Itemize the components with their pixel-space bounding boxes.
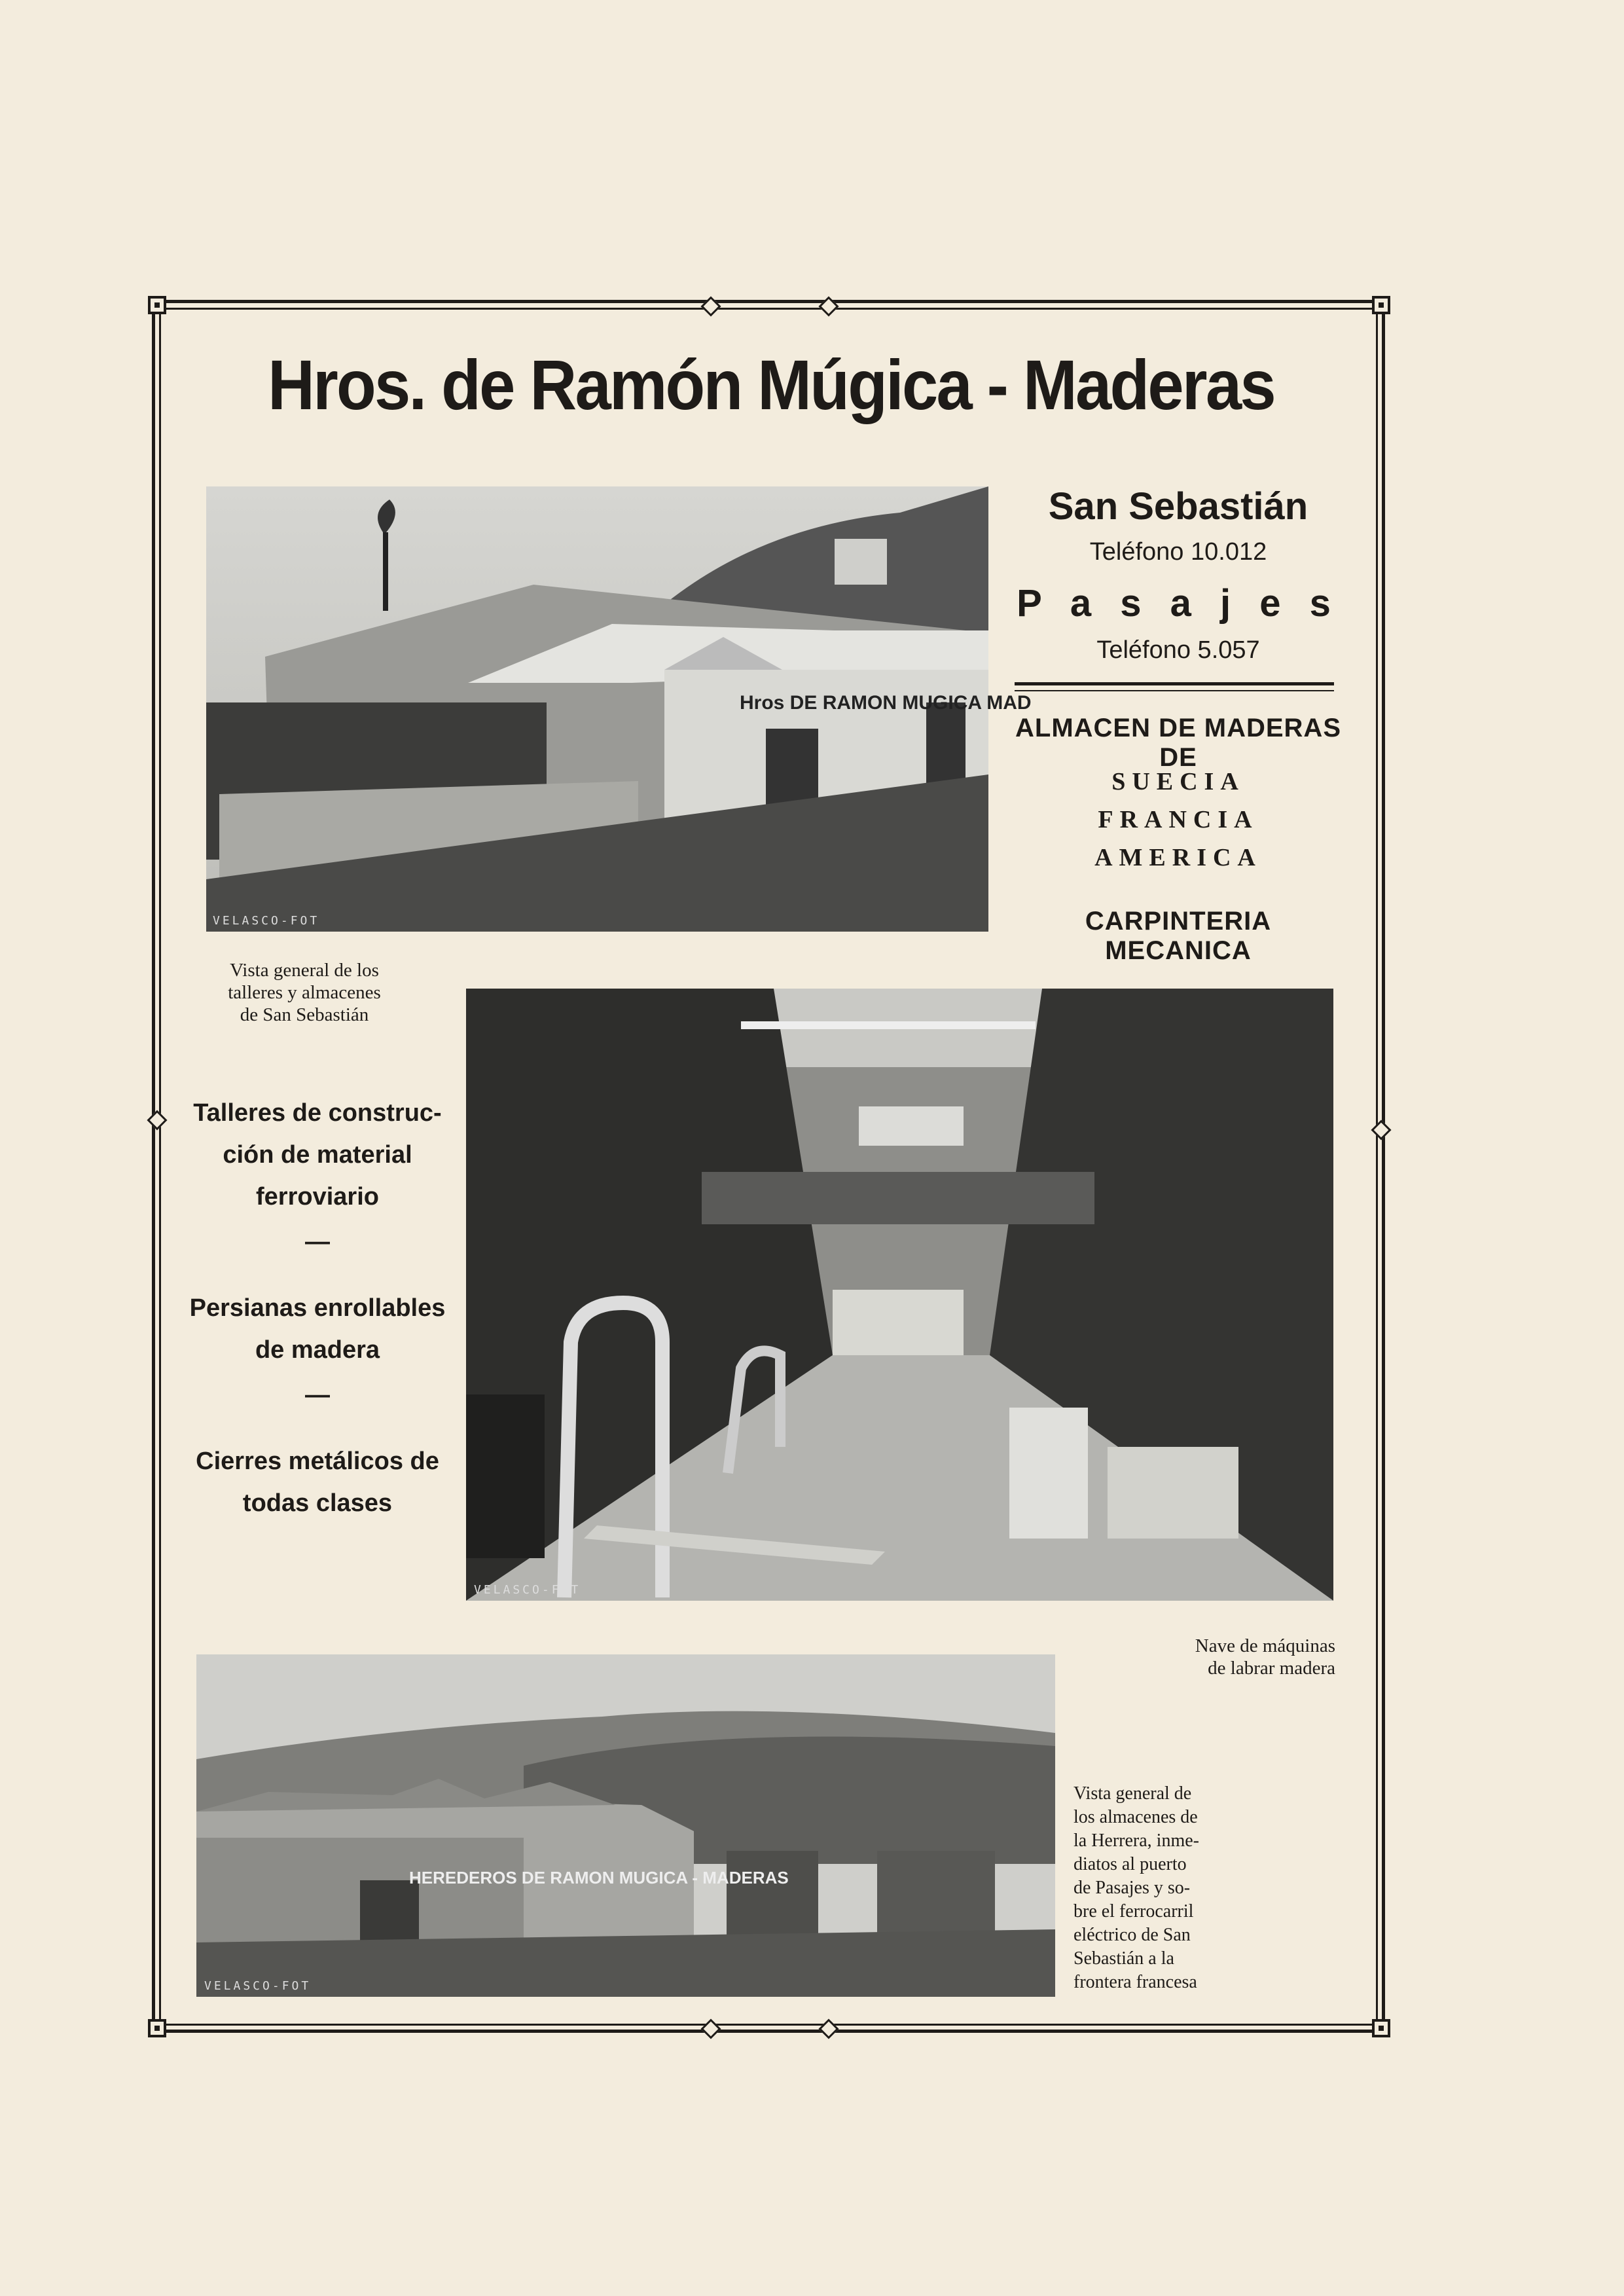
origin-france: FRANCIA xyxy=(1098,806,1259,833)
service-shutters xyxy=(180,1440,455,1524)
caption-line: Sebastián a la xyxy=(1074,1948,1174,1969)
separator: — xyxy=(305,1381,330,1409)
services-list xyxy=(180,1092,455,1524)
caption-line: Vista general de xyxy=(1074,1783,1192,1804)
service-line: Persianas enrollables xyxy=(189,1294,446,1322)
caption-line: de Pasajes y so- xyxy=(1074,1878,1191,1898)
phone-san-sebastian: Teléfono 10.012 xyxy=(1089,538,1267,566)
photo-credit: VELASCO-FOT xyxy=(474,1583,581,1597)
caption-photo2 xyxy=(1113,1635,1335,1679)
caption-photo1 xyxy=(196,959,412,1026)
service-line: de madera xyxy=(255,1336,380,1364)
caption-line: diatos al puerto xyxy=(1074,1854,1187,1874)
caption-line: de San Sebastián xyxy=(240,1004,369,1025)
service-line: ción de material xyxy=(223,1141,412,1169)
separator: — xyxy=(305,1228,330,1256)
city-san-sebastian: San Sebastián xyxy=(1048,485,1308,528)
caption-line: Nave de máquinas xyxy=(1195,1635,1335,1656)
photo-credit: VELASCO-FOT xyxy=(204,1979,312,1993)
city-pasajes: P a s a j e s xyxy=(1017,582,1340,625)
caption-line: talleres y almacenes xyxy=(228,982,381,1003)
service-blinds xyxy=(180,1287,455,1371)
divider-rule-thin xyxy=(1015,690,1334,691)
caption-line: los almacenes de xyxy=(1074,1807,1198,1827)
caption-line: de labrar madera xyxy=(1208,1658,1335,1679)
caption-line: bre el ferrocarril xyxy=(1074,1901,1194,1922)
origin-sweden: SUECIA xyxy=(1111,768,1245,795)
photo-herrera-warehouses xyxy=(196,1654,1055,1997)
caption-photo3 xyxy=(1074,1782,1244,1994)
phone-pasajes: Teléfono 5.057 xyxy=(1096,636,1260,664)
photo-general-view xyxy=(206,486,1032,932)
divider-rule xyxy=(1015,682,1334,685)
page-title: Hros. de Ramón Múgica - Maderas xyxy=(268,345,1274,424)
photo-machine-hall xyxy=(466,989,1333,1601)
service-line: Cierres metálicos de xyxy=(196,1448,439,1475)
service-line: ferroviario xyxy=(256,1183,379,1211)
caption-line: eléctrico de San xyxy=(1074,1925,1191,1945)
sign-text-photo3: HEREDEROS DE RAMON MUGICA - MADERAS xyxy=(409,1868,789,1887)
photo-credit: VELASCO-FOT xyxy=(213,914,320,928)
service-line: todas clases xyxy=(242,1489,393,1517)
caption-line: Vista general de los xyxy=(230,960,379,981)
caption-line: la Herrera, inme- xyxy=(1074,1831,1199,1851)
service-railway xyxy=(180,1092,455,1218)
service-line: Talleres de construc- xyxy=(193,1099,442,1127)
warehouse-heading: ALMACEN DE MADERAS DE xyxy=(1015,714,1341,772)
origin-america: AMERICA xyxy=(1094,844,1262,871)
sign-text-photo1: Hros DE RAMON MUGICA MAD xyxy=(740,692,1032,714)
carpentry-label: CARPINTERIA MECANICA xyxy=(1085,907,1272,965)
caption-line: frontera francesa xyxy=(1074,1972,1197,1992)
